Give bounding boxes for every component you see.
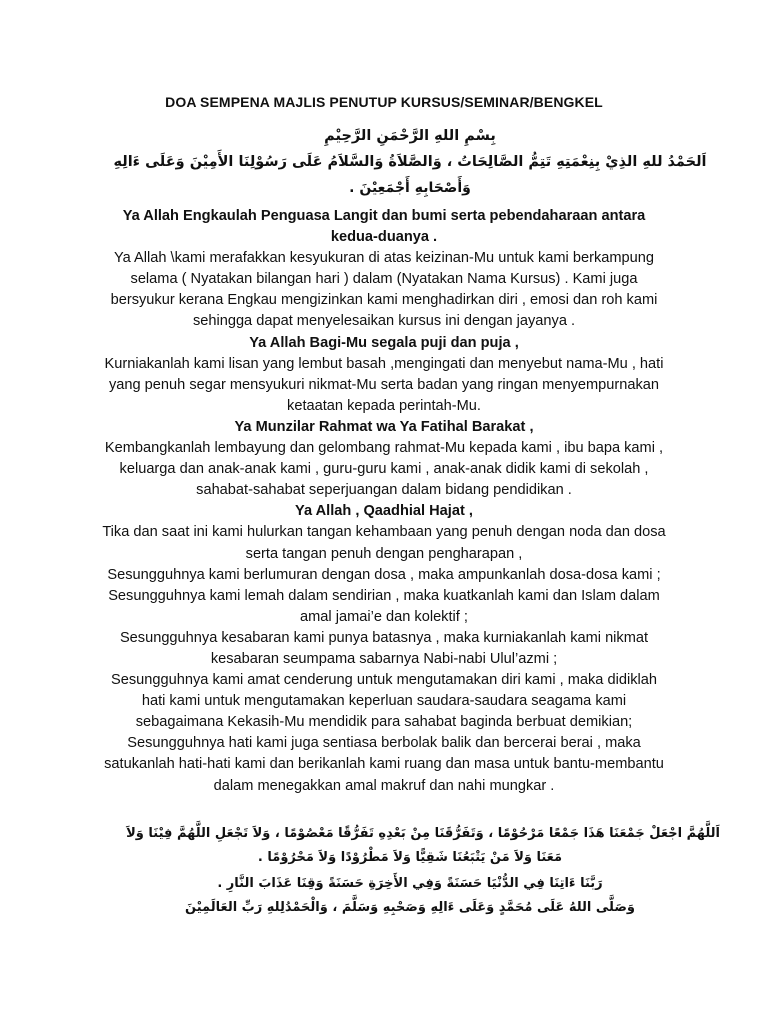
prayer-paragraph: Tika dan saat ini kami hulurkan tangan kehambaan yang penuh dengan noda dan dosa serta tangan penuh dengan pengharapan , xyxy=(102,524,666,562)
prayer-body xyxy=(100,206,668,797)
document-title: DOA SEMPENA MAJLIS PENUTUP KURSUS/SEMINAR/BENGKEL xyxy=(165,94,603,110)
prayer-heading: Ya Allah Bagi-Mu segala puji dan puja , xyxy=(249,334,519,351)
prayer-heading: Ya Munzilar Rahmat wa Ya Fatihal Barakat , xyxy=(234,418,534,435)
arabic-closing-line-1: اَللَّهُمَّ اجْعَلْ جَمْعَنَا هَذَا جَمْعًا مَرْحُوْمًا ، وَتَفَرُّقَنَا مِنْ بَعْدِهِ تَفَرُّقًا مَعْصُوْمًا ، وَلاَ تَجْعَلِ اللَّهُمَّ فِيْنَا وَلاَ xyxy=(126,826,720,841)
arabic-closing-line-2: مَعَنَا وَلاَ مَنْ يَتْبَعُنَا شَقِيًّا وَلاَ مَطْرُوْدًا وَلاَ مَحْرُوْمًا . xyxy=(257,850,563,865)
prayer-paragraph: Kurniakanlah kami lisan yang lembut basah ,mengingati dan menyebut nama-Mu , hati yang penuh segar mensyukuri nikmat-Mu serta badan yang ringan menyempurnakan ketaatan kepada perintah-Mu. xyxy=(104,355,664,414)
prayer-paragraph: Sesungguhnya kami amat cenderung untuk mengutamakan diri kami , maka didiklah hati kami untuk mengutamakan keperluan saudara-saudara seagama kami sebagaimana Kekasih-Mu mendidik para sahabat baginda berbuat demikian; xyxy=(111,672,657,731)
prayer-paragraph: Sesungguhnya hati kami juga sentiasa berbolak balik dan bercerai berai , maka satukanlah hati-hati kami dan berikanlah kami ruang dan masa untuk bantu-membantu dalam menegakkan amal makruf dan nahi mungkar . xyxy=(104,735,664,794)
prayer-paragraph: Kembangkanlah lembayung dan gelombang rahmat-Mu kepada kami , ibu bapa kami , keluarga dan anak-anak kami , guru-guru kami , anak-anak didik kami di sekolah , sahabat-sahabat seperjuangan dalam bidang pendidikan . xyxy=(104,440,664,499)
prayer-paragraph: Sesungguhnya kami berlumuran dengan dosa , maka ampunkanlah dosa-dosa kami ; xyxy=(107,566,661,583)
arabic-closing-line-4: وَصَلَّى اللهُ عَلَى مُحَمَّدٍ وَعَلَى ءَالِهِ وَصَحْبِهِ وَسَلَّمَ ، وَالْحَمْدُلِلهِ رَبِّ العَالَمِيْنَ xyxy=(185,900,635,915)
arabic-closing-line-3: رَبَّنَا ءَاتِنَا فِي الدُّنْيَا حَسَنَةً وَفِي الأَخِرَةِ حَسَنَةً وَقِنَا عَذَابَ النَّارِ . xyxy=(217,876,603,891)
prayer-paragraph: Ya Allah \kami merafakkan kesyukuran di atas keizinan-Mu untuk kami berkampung selama ( Nyatakan bilangan hari ) dalam (Nyatakan Nama Kursus) . Kami juga bersyukur kerana Engkau mengizinkan kami menghadirkan diri , emosi dan roh kami sehingga dapat menyelesaikan kursus ini dengan jayanya . xyxy=(110,250,658,330)
prayer-paragraph: Sesungguhnya kami lemah dalam sendirian , maka kuatkanlah kami dan Islam dalam amal jamai’e dan kolektif ; xyxy=(108,587,660,625)
arabic-basmalah: بِسْمِ اللهِ الرَّحْمَنِ الرَّحِيْمِ xyxy=(324,128,496,144)
arabic-opening-praise-continued: وَأَصْحَابِهِ أَجْمَعِيْنَ . xyxy=(349,180,471,196)
prayer-heading: Ya Allah , Qaadhial Hajat , xyxy=(295,503,473,520)
arabic-opening-praise: اَلحَمْدُ للهِ الذِيْ بِنِعْمَتِهِ تَتِمُّ الصَّالِحَاتُ ، وَالصَّلاَةُ وَالسَّلاَمُ عَلَى رَسُوْلِنَا الأَمِيْنَ وَعَلَى ءَالِهِ xyxy=(113,154,707,170)
prayer-heading: Ya Allah Engkaulah Penguasa Langit dan bumi serta pebendaharaan antara kedua-duanya . xyxy=(122,208,646,246)
prayer-paragraph: Sesungguhnya kesabaran kami punya batasnya , maka kurniakanlah kami nikmat kesabaran seumpama sabarnya Nabi-nabi Ulul’azmi ; xyxy=(119,629,649,667)
